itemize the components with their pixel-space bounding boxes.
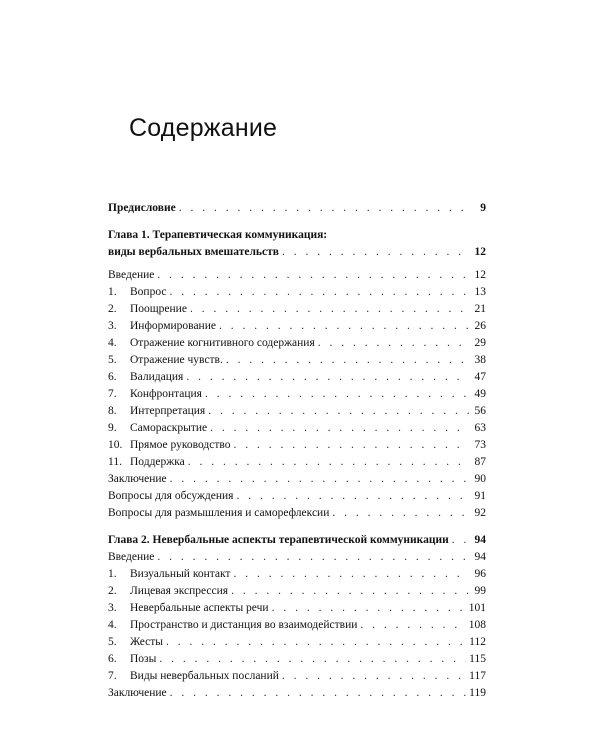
ch2-item-6[interactable] (108, 651, 486, 668)
toc-label: Введение (108, 269, 155, 281)
toc-page: 112 (469, 636, 486, 648)
toc-page: 38 (474, 354, 486, 366)
ch1-item-7[interactable] (108, 386, 486, 403)
toc-label: Прямое руководство (130, 439, 231, 451)
dot-leader (236, 488, 469, 505)
dot-leader (360, 617, 465, 634)
toc-entry-chapter2[interactable] (108, 532, 486, 549)
ch2-item-4[interactable] (108, 617, 486, 634)
toc-number: 7. (108, 388, 117, 400)
dot-leader (452, 532, 469, 549)
dot-leader (219, 318, 469, 335)
toc-page: 94 (474, 534, 486, 546)
toc-page: 92 (474, 507, 486, 519)
toc-number: 1. (108, 286, 117, 298)
toc-label: Информирование (130, 320, 216, 332)
dot-leader (231, 583, 469, 600)
toc-number: 3. (108, 602, 117, 614)
ch1-item-11[interactable] (108, 454, 486, 471)
ch1-item-10[interactable] (108, 437, 486, 454)
dot-leader (169, 284, 469, 301)
toc-page: 119 (469, 687, 486, 699)
dot-leader (205, 386, 469, 403)
ch1-item-1[interactable] (108, 284, 486, 301)
toc-label: Заключение (108, 473, 167, 485)
toc-label: Конфронтация (130, 388, 202, 400)
toc-number: 3. (108, 320, 117, 332)
ch1-item-5[interactable] (108, 352, 486, 369)
dot-leader (159, 651, 466, 668)
toc-label: Позы (130, 653, 157, 665)
dot-leader (157, 549, 469, 566)
toc-entry-ch1-reflection[interactable] (108, 505, 486, 522)
chapter1-heading-line1[interactable]: Глава 1. Терапевтическая коммуникация: (108, 229, 328, 241)
dot-leader (233, 566, 469, 583)
toc-page: 12 (474, 246, 486, 258)
ch2-item-3[interactable] (108, 600, 486, 617)
dot-leader (282, 668, 466, 685)
toc-label: Глава 2. Невербальные аспекты терапевтической коммуникации (108, 534, 449, 546)
toc-page: 115 (469, 653, 486, 665)
toc-page: 73 (474, 439, 486, 451)
toc-entry-chapter1[interactable] (108, 244, 486, 261)
toc-label: Предисловие (108, 202, 176, 214)
toc-label: Валидация (130, 371, 184, 383)
toc-number: 2. (108, 585, 117, 597)
toc-entry-ch1-discussion[interactable] (108, 488, 486, 505)
dot-leader (157, 267, 469, 284)
toc-label: виды вербальных вмешательств (108, 246, 279, 258)
dot-leader (166, 634, 466, 651)
toc-page: 90 (474, 473, 486, 485)
toc-entry-preface[interactable] (108, 200, 486, 217)
toc-page: 87 (474, 456, 486, 468)
toc-page: 9 (480, 202, 486, 214)
toc-number: 7. (108, 670, 117, 682)
table-of-contents (108, 200, 486, 702)
toc-page: 56 (474, 405, 486, 417)
toc-number: 4. (108, 619, 117, 631)
toc-page: 117 (469, 670, 486, 682)
dot-leader (170, 471, 469, 488)
dot-leader (233, 437, 469, 454)
toc-number: 9. (108, 422, 117, 434)
toc-label: Вопросы для обсуждения (108, 490, 234, 502)
toc-label: Самораскрытие (130, 422, 208, 434)
dot-leader (190, 301, 469, 318)
ch2-item-1[interactable] (108, 566, 486, 583)
toc-page: 13 (474, 286, 486, 298)
ch1-item-3[interactable] (108, 318, 486, 335)
toc-label: Жесты (130, 636, 163, 648)
toc-label: Заключение (108, 687, 167, 699)
toc-page: 26 (474, 320, 486, 332)
page-title: Содержание (129, 114, 278, 142)
toc-number: 6. (108, 371, 117, 383)
toc-number: 4. (108, 337, 117, 349)
toc-page: 108 (468, 619, 486, 631)
toc-label: Поощрение (130, 303, 187, 315)
toc-label: Введение (108, 551, 155, 563)
ch1-item-8[interactable] (108, 403, 486, 420)
toc-number: 1. (108, 568, 117, 580)
toc-label: Визуальный контакт (130, 568, 231, 580)
toc-page: 63 (474, 422, 486, 434)
toc-label: Вопросы для размышления и саморефлексии (108, 507, 330, 519)
toc-label: Интерпретация (130, 405, 206, 417)
ch1-item-9[interactable] (108, 420, 486, 437)
toc-number: 11. (108, 456, 122, 468)
toc-page: 29 (474, 337, 486, 349)
toc-number: 8. (108, 405, 117, 417)
dot-leader (272, 600, 466, 617)
toc-label: Лицевая экспрессия (130, 585, 229, 597)
ch2-item-5[interactable] (108, 634, 486, 651)
toc-number: 10. (108, 439, 123, 451)
toc-entry-ch1-intro[interactable] (108, 267, 486, 284)
toc-label: Виды невербальных посланий (130, 670, 279, 682)
dot-leader (226, 352, 469, 369)
dot-leader (318, 335, 469, 352)
ch1-item-6[interactable] (108, 369, 486, 386)
dot-leader (186, 369, 469, 386)
ch1-item-4[interactable] (108, 335, 486, 352)
dot-leader (208, 403, 469, 420)
ch2-item-2[interactable] (108, 583, 486, 600)
toc-page: 47 (474, 371, 486, 383)
toc-page: 99 (474, 585, 486, 597)
toc-number: 6. (108, 653, 117, 665)
dot-leader (210, 420, 469, 437)
ch2-item-7[interactable] (108, 668, 486, 685)
dot-leader (188, 454, 469, 471)
toc-label: Отражение чувств. (130, 354, 223, 366)
toc-entry-ch2-conclusion[interactable] (108, 685, 486, 702)
toc-label: Отражение когнитивного содержания (130, 337, 315, 349)
ch1-item-2[interactable] (108, 301, 486, 318)
toc-page: 94 (474, 551, 486, 563)
toc-label: Пространство и дистанция во взаимодействии (130, 619, 358, 631)
toc-number: 5. (108, 636, 117, 648)
toc-page: 101 (468, 602, 486, 614)
toc-label: Поддержка (130, 456, 185, 468)
toc-page: 21 (474, 303, 486, 315)
toc-number: 5. (108, 354, 117, 366)
toc-number: 2. (108, 303, 117, 315)
toc-page: 12 (474, 269, 486, 281)
toc-page: 49 (474, 388, 486, 400)
dot-leader (332, 505, 469, 522)
toc-label: Невербальные аспекты речи (130, 602, 269, 614)
toc-page: 96 (474, 568, 486, 580)
dot-leader (170, 685, 467, 702)
toc-page: 91 (474, 490, 486, 502)
toc-label: Вопрос (130, 286, 167, 298)
toc-entry-ch2-intro[interactable] (108, 549, 486, 566)
dot-leader (282, 244, 469, 261)
toc-entry-ch1-conclusion[interactable] (108, 471, 486, 488)
dot-leader (179, 200, 469, 217)
